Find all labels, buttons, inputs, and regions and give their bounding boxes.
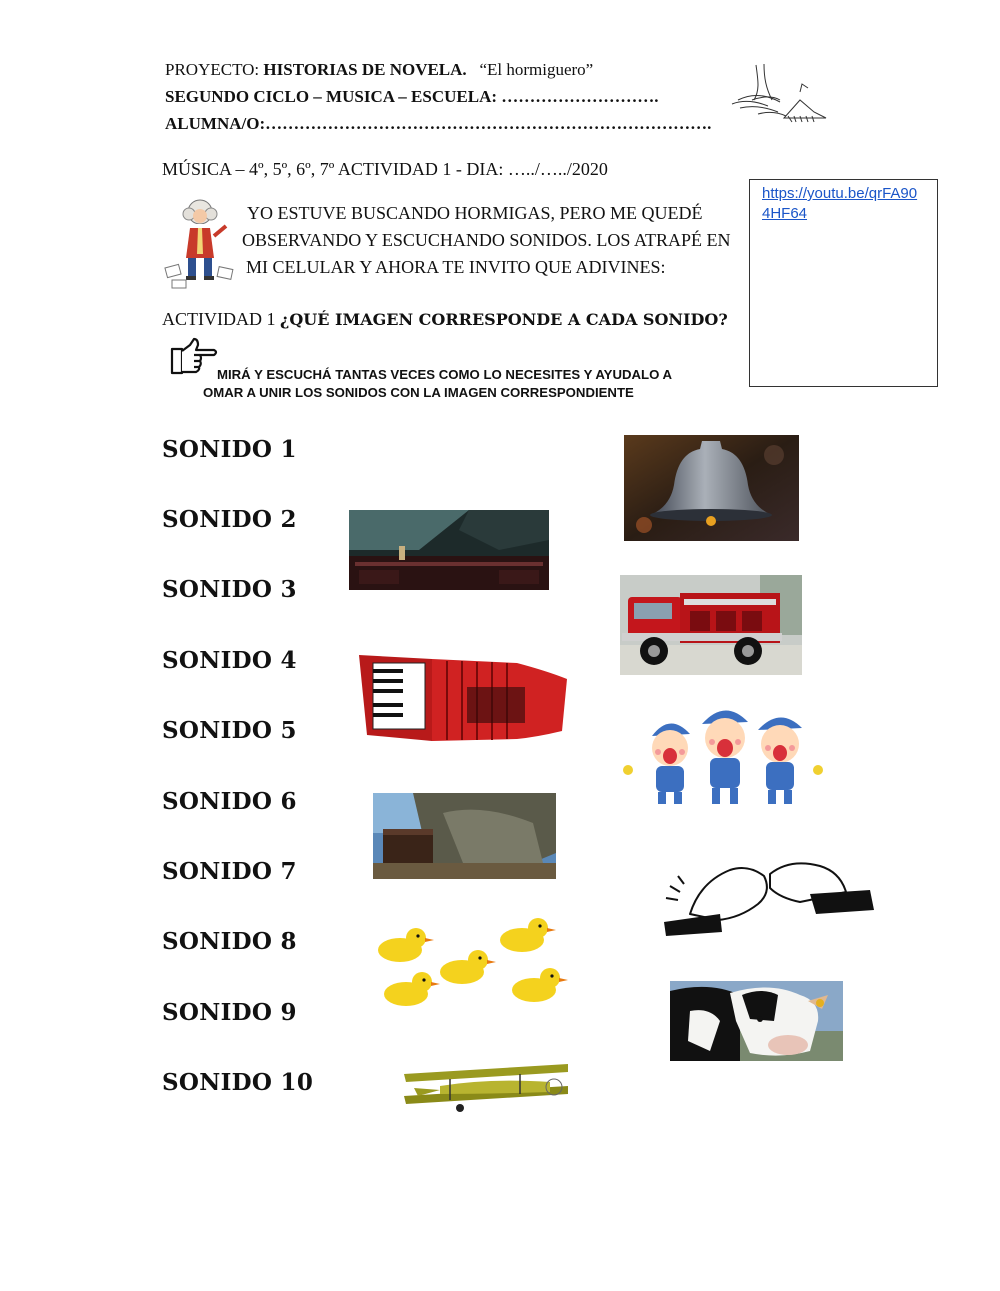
instruction-line-2: OMAR A UNIR LOS SONIDOS CON LA IMAGEN CORRESPONDIENTE: [203, 385, 634, 400]
sonido-label: SONIDO 1: [162, 436, 297, 463]
accordion-image[interactable]: [357, 651, 572, 746]
cow-image[interactable]: [670, 981, 843, 1061]
intro-line-1: YO ESTUVE BUSCANDO HORMIGAS, PERO ME QUEDÉ: [247, 203, 703, 223]
pointing-hand-icon: [168, 337, 220, 377]
intro-line-2: OBSERVANDO Y ESCUCHANDO SONIDOS. LOS ATRAPÉ EN: [242, 230, 731, 250]
sonido-label: SONIDO 10: [162, 1069, 314, 1096]
piano-box-image[interactable]: [349, 510, 549, 590]
project-title: HISTORIAS DE NOVELA.: [263, 60, 467, 79]
anthill-sketch-icon: [728, 60, 828, 130]
sonido-label: SONIDO 5: [162, 717, 297, 744]
sonido-label: SONIDO 2: [162, 506, 297, 533]
sonido-label: SONIDO 4: [162, 647, 297, 674]
video-link[interactable]: https://youtu.be/qrFA904HF64: [762, 185, 918, 222]
project-line: [165, 56, 593, 83]
sonido-label: SONIDO 7: [162, 858, 297, 885]
piano-in-tree-image[interactable]: [373, 793, 556, 879]
project-quote: “El hormiguero”: [479, 60, 594, 79]
composer-cartoon-icon: [164, 196, 236, 290]
sonido-label: SONIDO 6: [162, 788, 297, 815]
ducklings-image[interactable]: [370, 918, 592, 1018]
intro-line-3: MI CELULAR Y AHORA TE INVITO QUE ADIVINES:: [246, 257, 666, 277]
activity-question: ACTIVIDAD 1 ¿QUÉ IMAGEN CORRESPONDE A CADA SONIDO?: [162, 309, 728, 329]
project-label: PROYECTO:: [165, 60, 264, 79]
activity-line: MÚSICA – 4º, 5º, 6º, 7º ACTIVIDAD 1 - DIA: …../…../2020: [162, 159, 608, 179]
cycle-line: SEGUNDO CICLO – MUSICA – ESCUELA: ……………………….: [165, 87, 659, 106]
clapping-hands-image[interactable]: [660, 852, 880, 937]
sonido-label: SONIDO 8: [162, 928, 297, 955]
sonido-label: SONIDO 9: [162, 999, 297, 1026]
bell-image[interactable]: [624, 435, 799, 541]
children-singing-image[interactable]: [618, 700, 833, 810]
fire-truck-image[interactable]: [620, 575, 802, 675]
video-link-box: [749, 179, 938, 387]
biplane-image[interactable]: [400, 1060, 572, 1115]
student-line: ALUMNA/O:…………………………………………………………………….: [165, 114, 712, 133]
instruction-line-1: MIRÁ Y ESCUCHÁ TANTAS VECES COMO LO NECESITES Y AYUDALO A: [217, 367, 673, 382]
sonido-label: SONIDO 3: [162, 576, 297, 603]
